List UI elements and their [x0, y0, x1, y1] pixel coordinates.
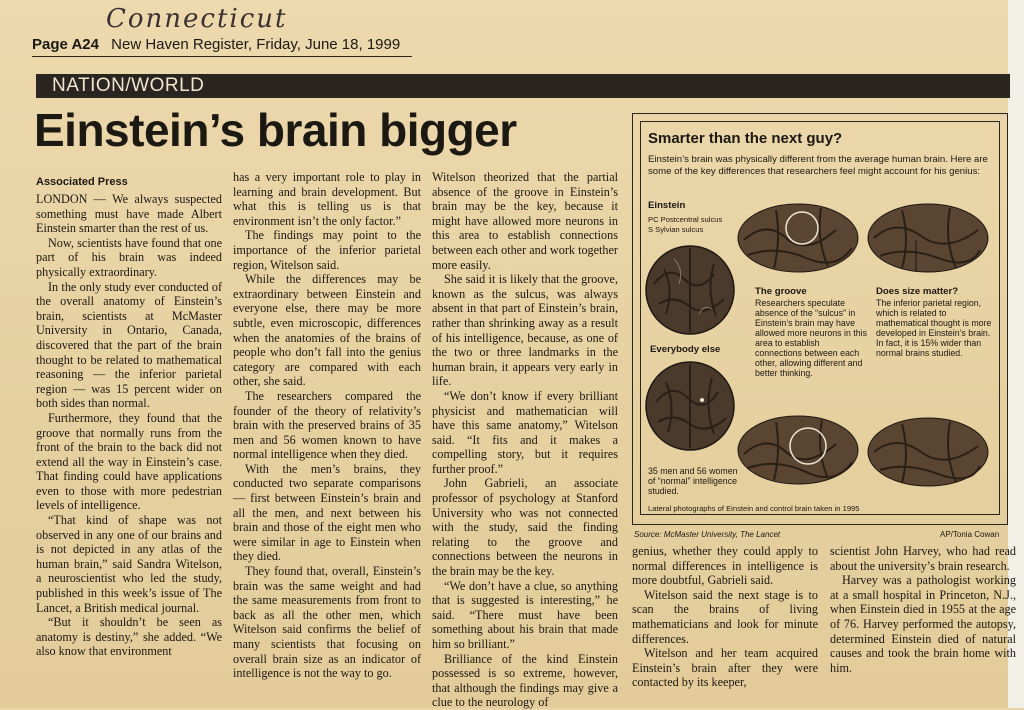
paragraph: Witelson said the next stage is to scan the brains of living mathematicians and look for minute differences.	[632, 587, 818, 646]
control-brain-top-photo	[644, 360, 736, 452]
article-column-2	[233, 170, 421, 681]
paragraph: “We don’t have a clue, so anything that is suggested is interesting,” he said. “There must have been something about his brain that made him so brilliant.”	[432, 578, 618, 651]
folio-rule	[32, 56, 412, 57]
paragraph: She said it is likely that the groove, known as the sulcus, was always absent in that part of Einstein’s brain, rather than shrinking away as a result of his intelligence, because, as one of the two or three landmarks in the human brain, it appears very early in life.	[432, 272, 618, 389]
article-column-1	[36, 192, 222, 659]
byline: Associated Press	[36, 176, 128, 188]
infographic-title: Smarter than the next guy?	[648, 130, 843, 147]
source-credit: Source: McMaster University, The Lancet	[634, 530, 781, 539]
page-number: Page A24	[32, 36, 99, 53]
paragraph: The researchers compared the founder of the theory of relativity’s brain with the preserved brains of 35 men and 56 women known to have normal intelligence when they died.	[233, 388, 421, 462]
paragraph: John Gabrieli, an associate professor of psychology at Stanford University who was not connected with the study, said the finding relating to the groove and connections between the neurons in the brain may be the key.	[432, 476, 618, 579]
section-banner: NATION/WORLD	[36, 74, 1010, 98]
groove-text: Researchers speculate absence of the “sulcus” in Einstein’s brain may have allowed more neurons in this area to establish connections between each other, allowing different and better thinking.	[755, 298, 867, 378]
einstein-brain-lateral-photo	[736, 200, 860, 274]
paragraph: Witelson theorized that the partial absence of the groove in Einstein’s brain may be the key, because it might have allowed more neurons in this area to establish connections between each other and work together more easily.	[432, 170, 618, 272]
control-brain-lateral-photo	[866, 200, 990, 274]
einstein-brain-top-photo	[644, 244, 736, 336]
everybody-else-label: Everybody else	[650, 344, 721, 355]
paragraph: With the men’s brains, they conducted two separate comparisons — first between Einstein’s brain and all the men, and next between his brain and those of the eight men who were similar in age to Einstein when they died.	[233, 461, 421, 564]
paper-dateline: New Haven Register, Friday, June 18, 1999	[111, 36, 401, 53]
paragraph: They found that, overall, Einstein’s brain was the same weight and had the same measurements from front to back as all the other men, which Witelson said confirms the belief of many scientists that focusing on overall brain size as an indicator of intelligence is not the way to go.	[233, 564, 421, 681]
headline: Einstein’s brain bigger	[34, 104, 517, 156]
paragraph: “That kind of shape was not observed in any one of our brains and is not depicted in any atlas of the human brain,” said Sandra Witelson, a neuroscientist who led the study, published in this week’s issue of The Lancet, a British medical journal.	[36, 513, 222, 615]
einstein-brain-lateral-photo-2	[736, 412, 860, 486]
paragraph: The findings may point to the importance of the inferior parietal region, Witelson said.	[233, 228, 421, 272]
article-column-4	[632, 544, 818, 690]
einstein-label: Einstein	[648, 200, 686, 211]
folio-line	[32, 36, 452, 53]
paragraph: Furthermore, they found that the groove that normally runs from the front of the brain to the back did not extend all the way in Einstein’s case. That finding could have applications even to those with more pedestrian levels of intelligence.	[36, 410, 222, 513]
paragraph: has a very important role to play in learning and brain development. But what this is telling us is that environment isn’t the only factor.”	[233, 170, 421, 228]
photo-caption: Lateral photographs of Einstein and control brain taken in 1995	[648, 504, 860, 513]
groove-title: The groove	[755, 286, 807, 297]
paragraph: genius, whether they could apply to normal differences in intelligence is more doubtful, Gabrieli said.	[632, 544, 818, 588]
paragraph: Witelson and her team acquired Einstein’s brain after they were contacted by its keeper,	[632, 646, 818, 690]
article-column-5	[830, 544, 1016, 675]
sample-note: 35 men and 56 women of “normal” intelligence studied.	[648, 466, 738, 496]
paragraph: “But it shouldn’t be seen as anatomy is destiny,” she added. “We also know that environment	[36, 615, 222, 659]
handwritten-note: Connecticut	[106, 4, 288, 34]
size-title: Does size matter?	[876, 286, 959, 297]
legend-s: S Sylvian sulcus	[648, 225, 704, 234]
legend-pc: PC Postcentral sulcus	[648, 215, 723, 224]
paragraph: LONDON — We always suspected something must have made Albert Einstein smarter than the rest of us.	[36, 192, 222, 236]
size-text: The inferior parietal region, which is related to mathematical thought is more developed in Einstein’s brain. In fact, it is 15% wider than normal brains studied.	[876, 298, 992, 358]
paragraph: While the differences may be extraordinary between Einstein and everyone else, there may be more subtle, even microscopic, differences when the anatomies of the brains of people who don’t fall into the genius category are compared with each other, she said.	[233, 272, 421, 389]
paragraph: scientist John Harvey, who had read about the university’s brain research.	[830, 544, 1016, 573]
control-brain-lateral-photo-2	[866, 414, 990, 488]
paragraph: “We don’t know if every brilliant physicist and mathematician will have this same anatomy,” Witelson said. “It fits and it makes a compelling story, but it requires further proof.”	[432, 388, 618, 476]
paragraph: In the only study ever conducted of the overall anatomy of Einstein’s brain, scientists at McMaster University in Ontario, Canada, discovered that the part of the brain thought to be related to mathematical reasoning — the inferior parietal region — was 15 percent wider on both sides than normal.	[36, 279, 222, 411]
paragraph: Now, scientists have found that one part of his brain was indeed physically extraordinary.	[36, 235, 222, 279]
infographic-intro: Einstein’s brain was physically different from the average human brain. Here are some of the key differences that researchers feel might account for his genius:	[648, 154, 988, 177]
article-column-3	[432, 170, 618, 710]
artist-credit: AP/Tonia Cowan	[940, 530, 1000, 539]
paragraph: Brilliance of the kind Einstein possessed is so extreme, however, that although the findings may give a clue to the neurology of	[432, 651, 618, 710]
paragraph: Harvey was a pathologist working at a small hospital in Princeton, N.J., when Einstein died in 1955 at the age of 76. Harvey performed the autopsy, determined Einstein died of natural causes and took the brain home with him.	[830, 573, 1016, 675]
